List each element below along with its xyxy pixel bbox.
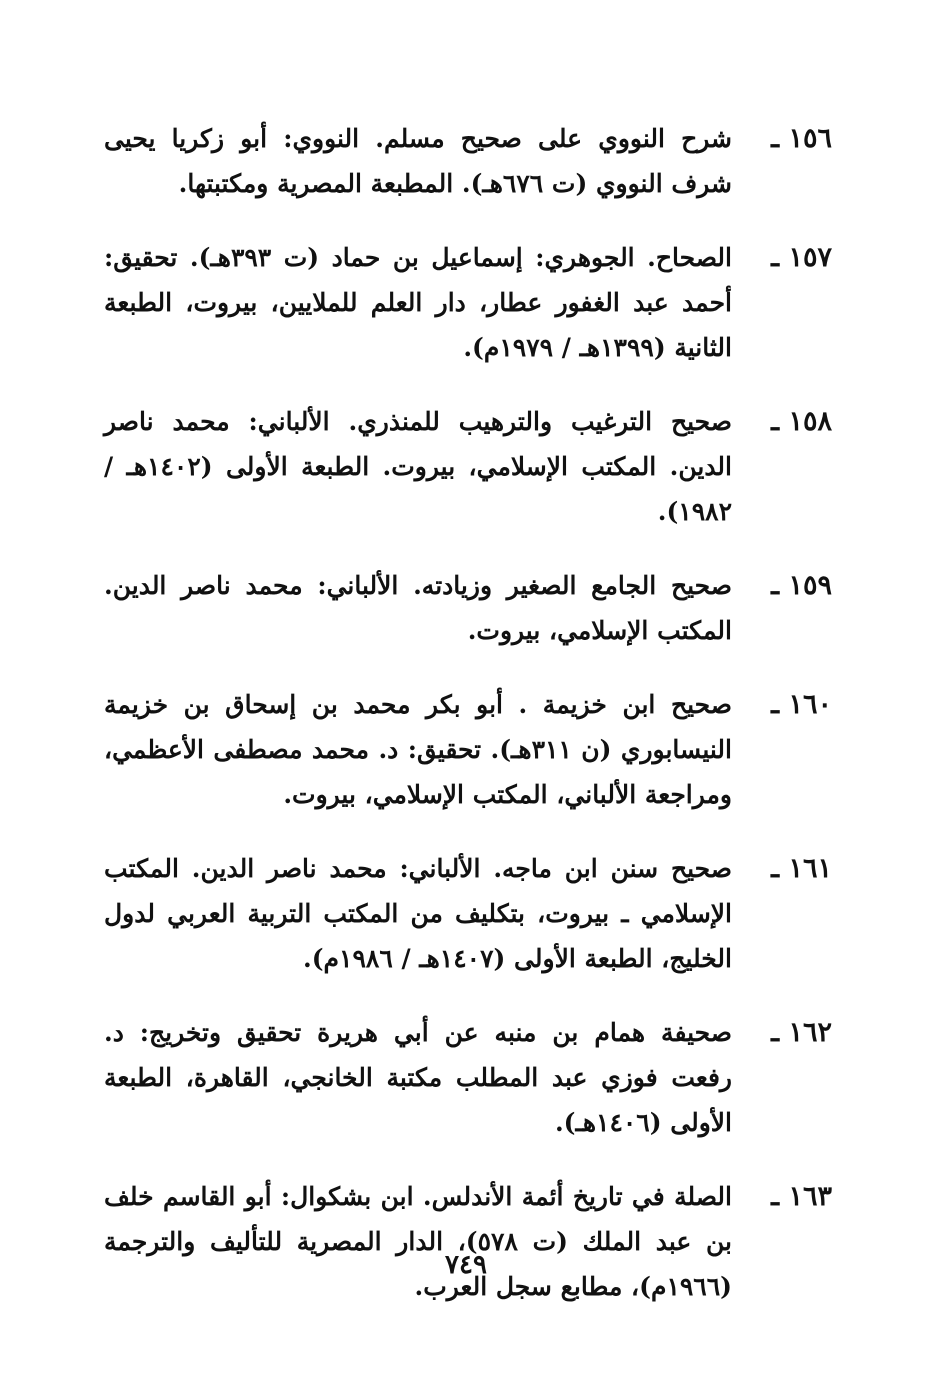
bibliography-list: [104, 116, 832, 1338]
entry-text: صحيح الترغيب والترهيب للمنذري. الألباني: محمد ناصر الدين. المكتب الإسلامي، بيروت. الطبعة الأولى (١٤٠٢هـ / ١٩٨٢).: [104, 407, 732, 526]
bibliography-entry: [104, 563, 832, 653]
bibliography-entry: [104, 399, 832, 534]
bibliography-entry: [104, 682, 832, 817]
entry-text: صحيح ابن خزيمة . أبو بكر محمد بن إسحاق بن خزيمة النيسابوري (ن ٣١١هـ). تحقيق: د. محمد مصطفى الأعظمي، ومراجعة الألباني، المكتب الإسلامي، بيروت.: [104, 690, 732, 809]
entry-number: ١٥٦ ـ: [771, 123, 832, 154]
entry-number: ١٥٧ ـ: [771, 242, 832, 273]
entry-number: ١٦٢ ـ: [771, 1017, 832, 1048]
bibliography-entry: [104, 235, 832, 370]
bibliography-entry: [104, 116, 832, 206]
entry-text: صحيح سنن ابن ماجه. الألباني: محمد ناصر الدين. المكتب الإسلامي ـ بيروت، بتكليف من المكتب التربية العربي لدول الخليج، الطبعة الأولى (١٤٠٧هـ / ١٩٨٦م).: [104, 854, 732, 973]
entry-number: ١٥٩ ـ: [771, 570, 832, 601]
entry-text: الصحاح. الجوهري: إسماعيل بن حماد (ت ٣٩٣هـ). تحقيق: أحمد عبد الغفور عطار، دار العلم للملايين، بيروت، الطبعة الثانية (١٣٩٩هـ / ١٩٧٩م).: [104, 243, 732, 362]
entry-number: ١٥٨ ـ: [771, 406, 832, 437]
entry-text: الصلة في تاريخ أئمة الأندلس. ابن بشكوال: أبو القاسم خلف بن عبد الملك (ت ٥٧٨)، الدار المصرية للتأليف والترجمة (١٩٦٦م)، مطابع سجل العرب.: [104, 1182, 732, 1301]
entry-text: صحيفة همام بن منبه عن أبي هريرة تحقيق وتخريج: د. رفعت فوزي عبد المطلب مكتبة الخانجي، القاهرة، الطبعة الأولى (١٤٠٦هـ).: [104, 1018, 732, 1137]
entry-number: ١٦١ ـ: [771, 853, 832, 884]
bibliography-entry: [104, 1010, 832, 1145]
bibliography-entry: [104, 846, 832, 981]
page-number: ٧٤٩: [445, 1250, 487, 1280]
entry-text: صحيح الجامع الصغير وزيادته. الألباني: محمد ناصر الدين. المكتب الإسلامي، بيروت.: [104, 571, 732, 645]
entry-text: شرح النووي على صحيح مسلم. النووي: أبو زكريا يحيى شرف النووي (ت ٦٧٦هـ). المطبعة المصرية ومكتبتها.: [104, 124, 732, 198]
entry-number: ١٦٠ ـ: [771, 689, 832, 720]
entry-number: ١٦٣ ـ: [771, 1181, 832, 1212]
bibliography-entry: [104, 1174, 832, 1309]
